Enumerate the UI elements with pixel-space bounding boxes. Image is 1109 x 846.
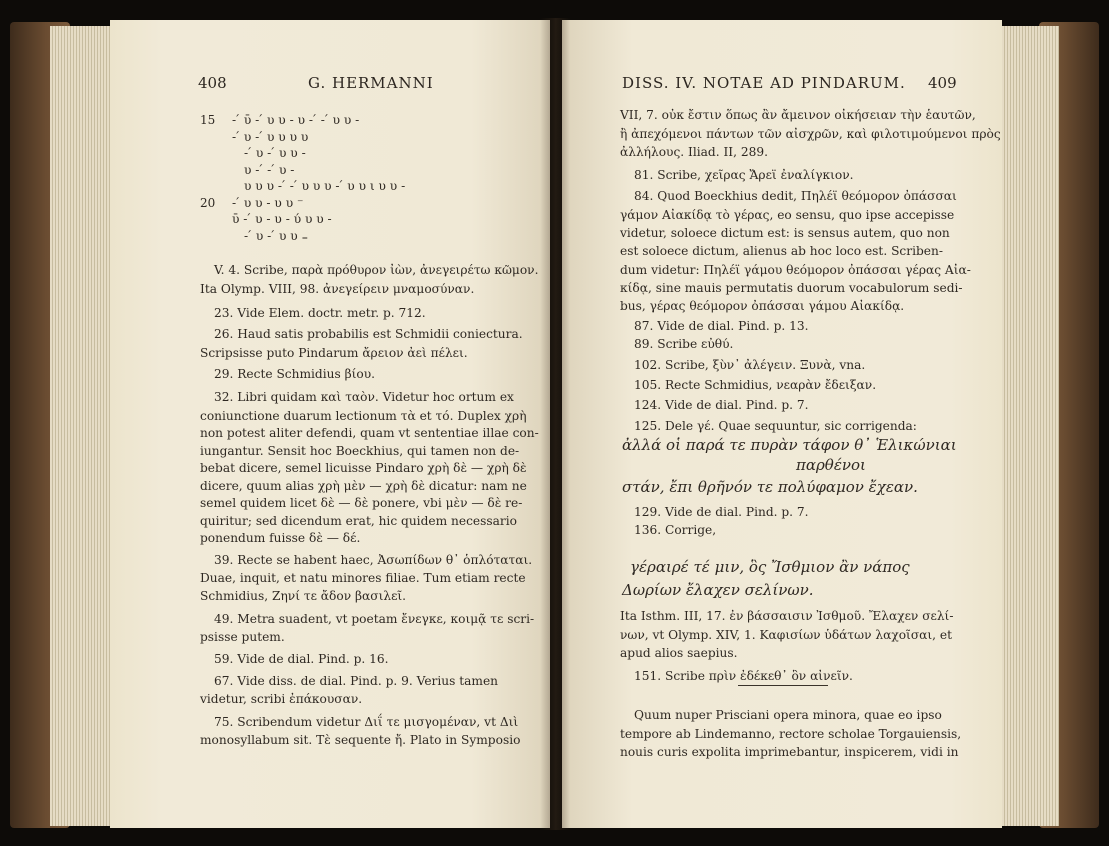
text-line: 129. Vide de dial. Pind. p. 7. — [634, 505, 809, 519]
text-line: 87. Vide de dial. Pind. p. 13. — [634, 319, 809, 333]
text-line: videtur, soloece dictum est: is sensus autem, quo non — [620, 226, 950, 240]
right-page — [562, 20, 1002, 828]
text-line: 136. Corrige, — [634, 523, 717, 537]
text-line: quiritur; sed dicendum erat, hic quidem necessario — [200, 514, 517, 528]
text-line: VII, 7. οὐκ ἔστιν ὅπως ἂν ἄμεινον οἰκήσειαν τὴν ἑαυτῶν, — [620, 108, 976, 122]
book-gutter — [540, 18, 570, 830]
meter-line: - ́ υ - ́ υ υ - — [244, 146, 306, 160]
text-line: γάμον Αἰακίδᾳ τὸ γέρας, eo sensu, quo ipse accepisse — [620, 208, 955, 222]
verse-line: ἀλλά οἱ παρά τε πυρὰν τάφον θ᾽ Ἑλικώνιαι — [622, 436, 957, 454]
verse-line: στάν, ἔπι θρῆνόν τε πολύφαμον ἔχεαν. — [622, 478, 918, 496]
text-line: non potest aliter defendi, quam vt sententiae illae con- — [200, 426, 539, 440]
text-line: νων, vt Olymp. XIV, 1. Καφισίων ὑδάτων λαχοῖσαι, et — [620, 628, 953, 642]
page-edges-right — [999, 26, 1059, 826]
text-line: 67. Vide diss. de dial. Pind. p. 9. Verius tamen — [214, 674, 499, 688]
text-line: psisse putem. — [200, 630, 285, 644]
meter-line-number: 15 — [200, 113, 216, 127]
text-line: Quum nuper Prisciani opera minora, quae eo ipso — [634, 708, 942, 722]
text-line: monosyllabum sit. Τὲ sequente ἤ. Plato in Symposio — [200, 733, 521, 747]
text-line: 59. Vide de dial. Pind. p. 16. — [214, 652, 389, 666]
verse-line: γέραιρέ τέ μιν, ὃς Ἴσθμιον ἂν νάπος — [630, 558, 910, 576]
page-edges-left — [50, 26, 110, 826]
text-line: 81. Scribe, χεῖρας Ἄρεϊ ἐναλίγκιον. — [634, 168, 854, 182]
text-line: videtur, scribi ἐπάκουσαν. — [200, 692, 363, 706]
meter-line: υ - ́ - ́ υ - — [244, 162, 295, 177]
meter-line: - ́ υ - ́ υ υ υ υ — [232, 129, 309, 144]
text-line: est soloece dictum, alienus ab hoc loco est. Scriben- — [620, 244, 943, 258]
separator-rule — [738, 685, 828, 686]
text-line: 151. Scribe πρὶν ἐδέκεθ᾽ ὃν αἰνεῖν. — [634, 669, 853, 683]
text-line: dicere, quum alias χρὴ μὲν — χρὴ δὲ dicatur: nam ne — [200, 479, 527, 493]
text-line: tempore ab Lindemanno, rectore scholae Torgauiensis, — [620, 727, 962, 741]
meter-line: ῡ - ́ υ - υ - ύ υ υ - — [232, 212, 332, 226]
text-line: iungantur. Sensit hoc Boeckhius, qui tamen non de- — [200, 444, 520, 458]
meter-line: υ υ υ - ́ - ́ υ υ υ - ́ υ υ ι υ υ - — [244, 179, 406, 193]
text-line: 29. Recte Schmidius βίου. — [214, 367, 376, 381]
text-line: 26. Haud satis probabilis est Schmidii coniectura. — [214, 327, 523, 341]
meter-line-number: 20 — [200, 195, 216, 210]
text-line: bus, γέρας θεόμορον ὀπάσσαι γάμου Αἰακίδᾳ. — [620, 299, 905, 313]
text-line: ponendum fuisse δὲ — δέ. — [200, 531, 361, 545]
text-line: bebat dicere, semel licuisse Pindaro χρὴ δὲ — χρὴ δὲ — [200, 461, 527, 475]
text-line: apud alios saepius. — [620, 646, 738, 660]
left-page — [110, 20, 550, 828]
meter-line: - ́ ῡ - ́ υ υ - υ - ́ - ́ υ υ - — [232, 113, 360, 127]
page-number-left: 408 — [198, 74, 227, 92]
text-line: 23. Vide Elem. doctr. metr. p. 712. — [214, 306, 426, 320]
text-line: V. 4. Scribe, παρὰ πρόθυρον ἰὼν, ἀνεγειρέτω κῶμον. — [214, 263, 539, 277]
text-line: 102. Scribe, ξὺν᾽ ἀλέγειν. Ξυνὰ, vna. — [634, 358, 866, 372]
text-line: coniunctione duarum lectionum τὰ et τό. Duplex χρὴ — [200, 409, 527, 423]
text-line: ἀλλήλους. Iliad. II, 289. — [620, 145, 768, 159]
text-line: Ita Olymp. VIII, 98. ἀνεγείρειν μναμοσύναν. — [200, 282, 475, 296]
text-line: dum videtur: Πηλέϊ γάμου θεόμορον ὀπάσσαι γέρας Αἰα- — [620, 263, 971, 277]
running-head-left: G. HERMANNI — [308, 74, 434, 92]
text-line: 84. Quod Boeckhius dedit, Πηλέϊ θεόμορον ὀπάσσαι — [634, 189, 957, 203]
verse-line: Δωρίων ἔλαχεν σελίνων. — [622, 581, 814, 599]
meter-line: - ́ υ υ - υ υ ⁻ — [232, 195, 304, 210]
page-number-right: 409 — [928, 74, 957, 92]
text-line: Schmidius, Ζηνί τε ἄδον βασιλεῖ. — [200, 589, 407, 603]
text-line: ἢ ἀπεχόμενοι πάντων τῶν αἰσχρῶν, καὶ φιλοτιμούμενοι πρὸς — [620, 127, 1001, 141]
running-head-right: DISS. IV. NOTAE AD PINDARUM. — [622, 74, 906, 92]
text-line: 125. Dele γέ. Quae sequuntur, sic corrigenda: — [634, 419, 917, 433]
text-line: 49. Metra suadent, vt poetam ἔνεγκε, κοιμᾷ τε scri- — [214, 612, 535, 626]
text-line: 89. Scribe εὐθύ. — [634, 337, 734, 351]
text-line: 124. Vide de dial. Pind. p. 7. — [634, 398, 809, 412]
text-line: 105. Recte Schmidius, νεαρὰν ἔδειξαν. — [634, 378, 877, 392]
verse-line: παρθένοι — [796, 456, 866, 474]
text-line: Duae, inquit, et natu minores filiae. Tum etiam recte — [200, 571, 526, 585]
text-line: 32. Libri quidam καὶ ταὸν. Videtur hoc ortum ex — [214, 390, 514, 404]
text-line: 75. Scribendum videtur Διΐ τε μισγομέναν, vt Διὶ — [214, 715, 519, 729]
meter-line: - ́ υ - ́ υ υ ₌ — [244, 228, 309, 243]
text-line: Scripsisse puto Pindarum ἄρειον ἀεὶ πέλει. — [200, 346, 468, 360]
text-line: nouis curis expolita imprimebantur, inspicerem, vidi in — [620, 745, 959, 759]
text-line: κίδᾳ, sine mauis permutatis duorum vocabulorum sedi- — [620, 281, 963, 295]
text-line: Ita Isthm. III, 17. ἐν βάσσαισιν Ἰσθμοῦ. Ἔλαχεν σελί- — [620, 609, 954, 623]
text-line: semel quidem licet δὲ — δὲ ponere, vbi μὲν — δὲ re- — [200, 496, 523, 510]
text-line: 39. Recte se habent haec, Ἀσωπίδων θ᾽ ὁπλόταται. — [214, 553, 533, 567]
